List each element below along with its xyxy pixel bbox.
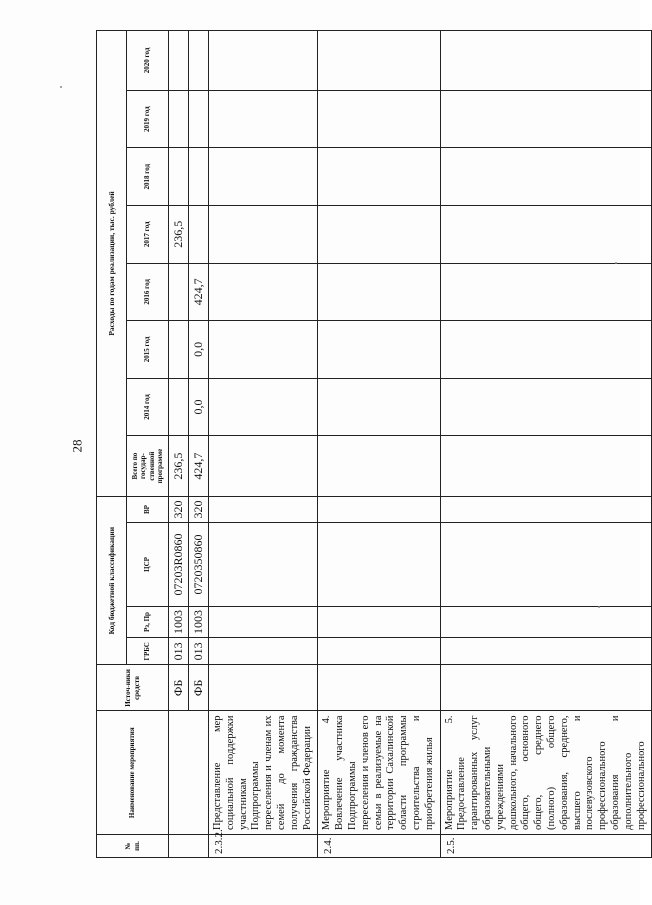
col-header-2019: 2019 год — [127, 90, 169, 148]
col-header-source: Источ-ники средств — [97, 665, 169, 711]
row-name: Мероприятие 5. Предоставление гарантированных услуг образовательными учреждениями дошкольного, начального общего, основного общего, среднего (полного) общего образования, среднего, высшего и послевузовского профессионального образования и дополнительного профессионального — [440, 711, 652, 835]
row-vr: 320 — [189, 496, 209, 522]
header-row-1 — [97, 31, 127, 858]
table-row — [318, 31, 440, 858]
budget-table-rotated — [96, 30, 647, 858]
row-rzpr: 1003 — [189, 606, 209, 637]
col-header-expenses: Расходы по годам реализации, тыс. рублей — [97, 31, 127, 497]
row-name — [169, 711, 209, 835]
col-header-csr: ЦСР — [127, 523, 169, 607]
col-header-num: № пп. — [97, 834, 169, 857]
row-grbs: 013 — [189, 638, 209, 665]
row-2015 — [169, 321, 189, 379]
row-2016: 424,7 — [189, 263, 209, 321]
row-source: ФБ — [189, 665, 209, 711]
row-2020 — [169, 31, 189, 91]
row-num: 2.5. — [440, 834, 652, 857]
table-row — [440, 31, 652, 858]
row-2019 — [189, 90, 209, 148]
row-2020 — [189, 31, 209, 91]
row-rzpr: 1003 — [169, 606, 189, 637]
col-header-name: Наименование мероприятия — [97, 711, 169, 835]
row-num: 2.4. — [318, 834, 440, 857]
budget-table — [96, 30, 652, 858]
row-csr: 0720350860 — [189, 523, 209, 607]
table-row — [169, 31, 189, 858]
row-2017 — [189, 205, 209, 263]
row-vr: 320 — [169, 496, 189, 522]
row-2015: 0,0 — [189, 321, 209, 379]
row-total: 424,7 — [189, 436, 209, 497]
row-2017: 236,5 — [169, 205, 189, 263]
row-2014: 0,0 — [189, 378, 209, 436]
col-header-rzpr: Рз, Пр — [127, 606, 169, 637]
col-header-kbk: Код бюджетной классификации — [97, 496, 127, 664]
col-header-2018: 2018 год — [127, 148, 169, 206]
table-row — [209, 31, 318, 858]
row-name: Мероприятие 4. Вовлечение участника Подпрограммы переселения и членов его семьи в реализуемые на территории Сахалинской области программы строительства и приобретения жилья — [318, 711, 440, 835]
page-number: 28 — [69, 439, 85, 453]
row-2019 — [169, 90, 189, 148]
row-2016 — [169, 263, 189, 321]
scan-speck — [60, 86, 62, 88]
row-num — [169, 834, 209, 857]
col-header-2016: 2016 год — [127, 263, 169, 321]
row-num: 2.3.2. — [209, 834, 318, 857]
col-header-total: Всего по государ-ственной программе — [127, 436, 169, 497]
col-header-2017: 2017 год — [127, 205, 169, 263]
col-header-grbs: ГРБС — [127, 638, 169, 665]
row-2018 — [169, 148, 189, 206]
col-header-2014: 2014 год — [127, 378, 169, 436]
row-csr: 07203R0860 — [169, 523, 189, 607]
row-2018 — [189, 148, 209, 206]
col-header-2015: 2015 год — [127, 321, 169, 379]
row-name: Представление мер социальной поддержки участникам Подпрограммы переселения и членам их семей до момента получения гражданства Российской Федерации — [209, 711, 318, 835]
scan-speck — [615, 262, 617, 264]
row-2014 — [169, 378, 189, 436]
col-header-vr: ВР — [127, 496, 169, 522]
row-grbs: 013 — [169, 638, 189, 665]
row-source: ФБ — [169, 665, 189, 711]
row-total: 236,5 — [169, 436, 189, 497]
scan-speck — [598, 606, 600, 608]
col-header-2020: 2020 год — [127, 31, 169, 91]
